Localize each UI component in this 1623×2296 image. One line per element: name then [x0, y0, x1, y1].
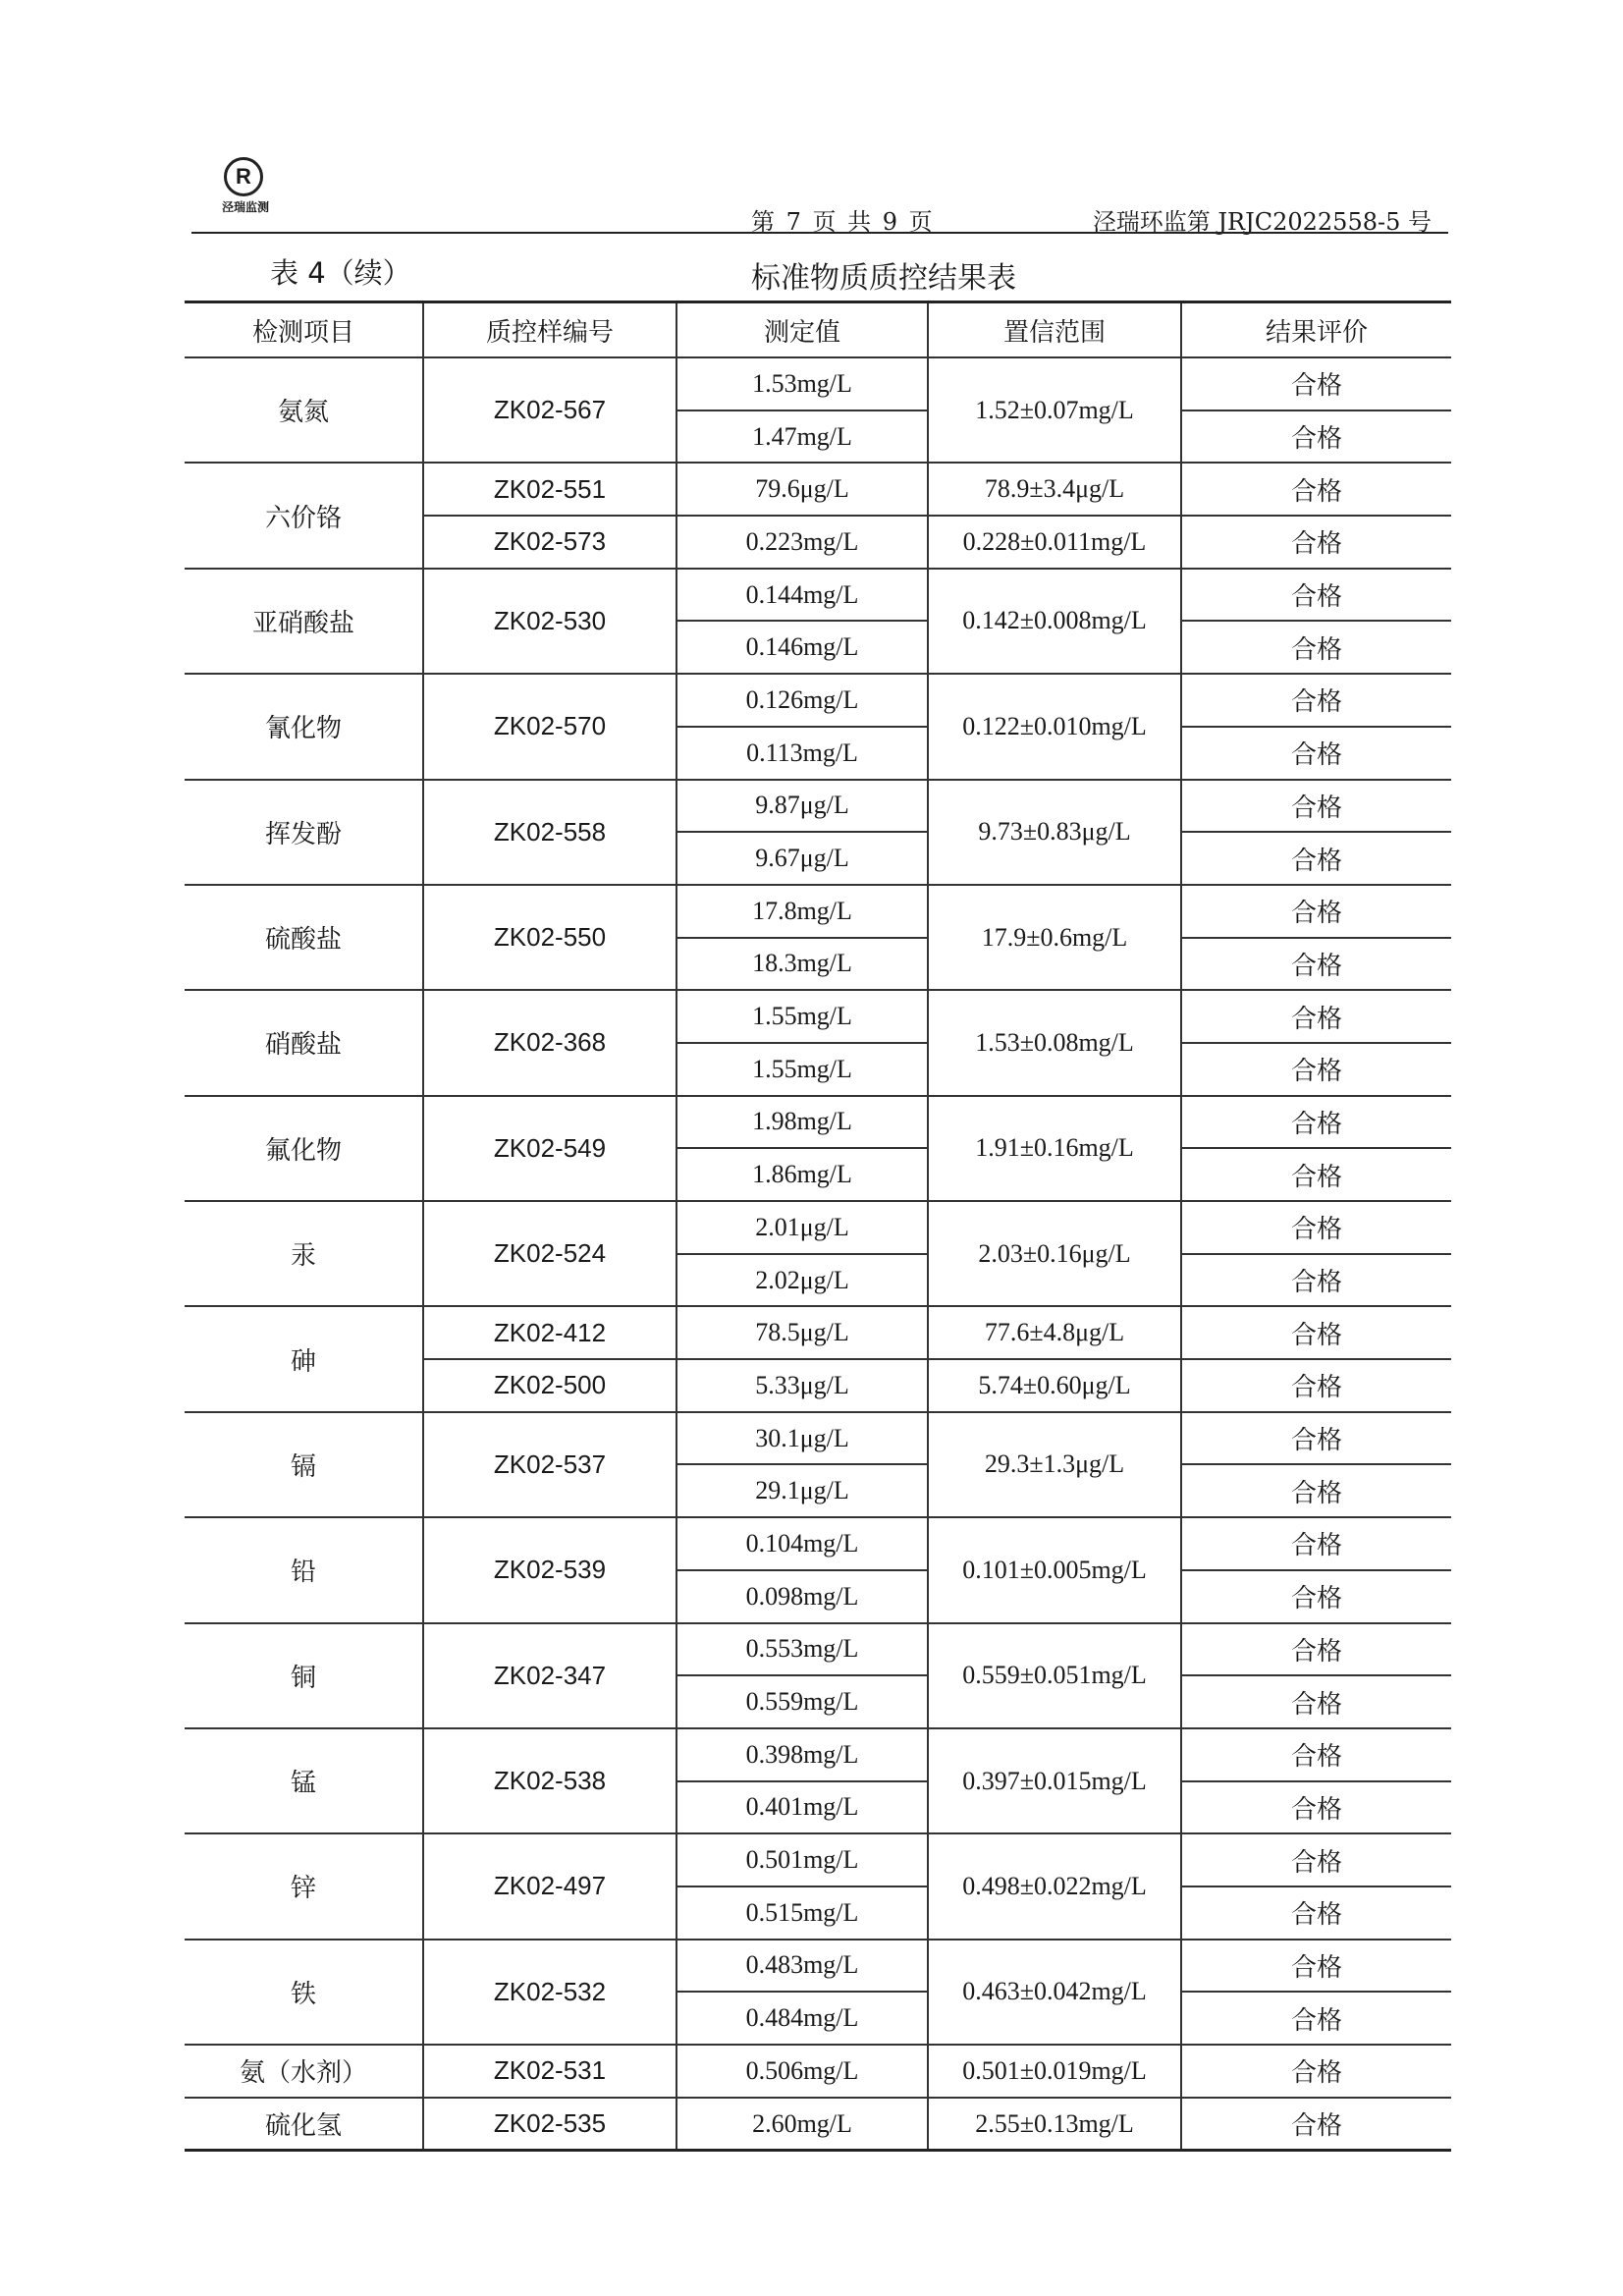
confidence-range: 2.03±0.16μg/L: [928, 1201, 1181, 1306]
result-evaluation: 合格: [1181, 1201, 1451, 1254]
test-item: 汞: [185, 1201, 423, 1306]
result-evaluation: 合格: [1181, 1992, 1451, 2045]
table-row: [185, 1940, 1451, 1993]
qc-sample-code: ZK02-347: [423, 1623, 676, 1728]
confidence-range: 2.55±0.13mg/L: [928, 2098, 1181, 2151]
qc-sample-code: ZK02-500: [423, 1359, 676, 1412]
result-evaluation: 合格: [1181, 1517, 1451, 1570]
measured-value: 9.87μg/L: [676, 780, 928, 833]
test-item: 亚硝酸盐: [185, 569, 423, 674]
measured-value: 1.86mg/L: [676, 1148, 928, 1201]
test-item: 氨氮: [185, 357, 423, 463]
table-row: [185, 569, 1451, 622]
page-info: 第 7 页 共 9 页: [751, 208, 935, 236]
confidence-range: 0.122±0.010mg/L: [928, 674, 1181, 779]
measured-value: 5.33μg/L: [676, 1359, 928, 1412]
result-evaluation: 合格: [1181, 1096, 1451, 1149]
test-item: 挥发酚: [185, 780, 423, 885]
table-header-row: [185, 302, 1451, 358]
result-evaluation: 合格: [1181, 832, 1451, 885]
result-evaluation: 合格: [1181, 357, 1451, 410]
measured-value: 0.104mg/L: [676, 1517, 928, 1570]
qc-sample-code: ZK02-368: [423, 990, 676, 1095]
measured-value: 0.144mg/L: [676, 569, 928, 622]
confidence-range: 0.498±0.022mg/L: [928, 1833, 1181, 1939]
measured-value: 0.146mg/L: [676, 621, 928, 674]
result-evaluation: 合格: [1181, 2098, 1451, 2151]
column-header: 检测项目: [185, 302, 423, 358]
qc-sample-code: ZK02-573: [423, 516, 676, 569]
logo-mark: R: [224, 157, 263, 196]
qc-sample-code: ZK02-538: [423, 1728, 676, 1833]
qc-results-table: [185, 301, 1451, 2152]
column-header: 结果评价: [1181, 302, 1451, 358]
measured-value: 0.126mg/L: [676, 674, 928, 727]
table-row: [185, 463, 1451, 516]
test-item: 硫化氢: [185, 2098, 423, 2151]
measured-value: 2.01μg/L: [676, 1201, 928, 1254]
confidence-range: 0.228±0.011mg/L: [928, 516, 1181, 569]
measured-value: 1.55mg/L: [676, 1043, 928, 1096]
measured-value: 1.55mg/L: [676, 990, 928, 1043]
result-evaluation: 合格: [1181, 1464, 1451, 1517]
result-evaluation: 合格: [1181, 1412, 1451, 1465]
header-divider: [191, 232, 1448, 234]
column-header: 测定值: [676, 302, 928, 358]
result-evaluation: 合格: [1181, 674, 1451, 727]
result-evaluation: 合格: [1181, 1570, 1451, 1623]
qc-sample-code: ZK02-497: [423, 1833, 676, 1939]
qc-sample-code: ZK02-549: [423, 1096, 676, 1201]
table-row: [185, 357, 1451, 410]
table-row: [185, 885, 1451, 938]
qc-sample-code: ZK02-412: [423, 1306, 676, 1359]
qc-sample-code: ZK02-530: [423, 569, 676, 674]
table-row: [185, 780, 1451, 833]
test-item: 铜: [185, 1623, 423, 1728]
confidence-range: 0.397±0.015mg/L: [928, 1728, 1181, 1833]
result-evaluation: 合格: [1181, 516, 1451, 569]
measured-value: 29.1μg/L: [676, 1464, 928, 1517]
table-row: [185, 1096, 1451, 1149]
qc-sample-code: ZK02-535: [423, 2098, 676, 2151]
confidence-range: 0.101±0.005mg/L: [928, 1517, 1181, 1622]
table-row: [185, 990, 1451, 1043]
measured-value: 17.8mg/L: [676, 885, 928, 938]
measured-value: 0.559mg/L: [676, 1675, 928, 1728]
result-evaluation: 合格: [1181, 1623, 1451, 1676]
table-row: [185, 1201, 1451, 1254]
result-evaluation: 合格: [1181, 1728, 1451, 1781]
confidence-range: 77.6±4.8μg/L: [928, 1306, 1181, 1359]
measured-value: 78.5μg/L: [676, 1306, 928, 1359]
qc-sample-code: ZK02-524: [423, 1201, 676, 1306]
qc-sample-code: ZK02-531: [423, 2045, 676, 2098]
result-evaluation: 合格: [1181, 569, 1451, 622]
table-row: [185, 1623, 1451, 1676]
test-item: 氰化物: [185, 674, 423, 779]
test-item: 硝酸盐: [185, 990, 423, 1095]
result-evaluation: 合格: [1181, 1886, 1451, 1940]
confidence-range: 29.3±1.3μg/L: [928, 1412, 1181, 1517]
measured-value: 0.223mg/L: [676, 516, 928, 569]
table-label: 表 4（续）: [270, 256, 411, 290]
table-row: [185, 2098, 1451, 2151]
qc-sample-code: ZK02-567: [423, 357, 676, 463]
result-evaluation: 合格: [1181, 2045, 1451, 2098]
confidence-range: 1.91±0.16mg/L: [928, 1096, 1181, 1201]
result-evaluation: 合格: [1181, 1254, 1451, 1307]
confidence-range: 17.9±0.6mg/L: [928, 885, 1181, 990]
table-title: 标准物质质控结果表: [751, 261, 1016, 296]
qc-sample-code: ZK02-537: [423, 1412, 676, 1517]
table-row: [185, 2045, 1451, 2098]
result-evaluation: 合格: [1181, 1940, 1451, 1993]
result-evaluation: 合格: [1181, 1833, 1451, 1886]
result-evaluation: 合格: [1181, 780, 1451, 833]
measured-value: 2.60mg/L: [676, 2098, 928, 2151]
qc-sample-code: ZK02-551: [423, 463, 676, 516]
confidence-range: 5.74±0.60μg/L: [928, 1359, 1181, 1412]
confidence-range: 9.73±0.83μg/L: [928, 780, 1181, 885]
qc-sample-code: ZK02-550: [423, 885, 676, 990]
test-item: 锌: [185, 1833, 423, 1939]
measured-value: 0.398mg/L: [676, 1728, 928, 1781]
measured-value: 2.02μg/L: [676, 1254, 928, 1307]
measured-value: 0.401mg/L: [676, 1781, 928, 1834]
report-number: 泾瑞环监第 JRJC2022558-5 号: [1092, 208, 1432, 236]
test-item: 硫酸盐: [185, 885, 423, 990]
test-item: 锰: [185, 1728, 423, 1833]
measured-value: 1.53mg/L: [676, 357, 928, 410]
confidence-range: 1.53±0.08mg/L: [928, 990, 1181, 1095]
measured-value: 0.098mg/L: [676, 1570, 928, 1623]
result-evaluation: 合格: [1181, 1675, 1451, 1728]
measured-value: 30.1μg/L: [676, 1412, 928, 1465]
result-evaluation: 合格: [1181, 885, 1451, 938]
result-evaluation: 合格: [1181, 621, 1451, 674]
confidence-range: 0.501±0.019mg/L: [928, 2045, 1181, 2098]
table-row: [185, 1833, 1451, 1886]
test-item: 氟化物: [185, 1096, 423, 1201]
table-row: [185, 1412, 1451, 1465]
result-evaluation: 合格: [1181, 990, 1451, 1043]
test-item: 铅: [185, 1517, 423, 1622]
table-row: [185, 1306, 1451, 1359]
measured-value: 0.501mg/L: [676, 1833, 928, 1886]
confidence-range: 0.463±0.042mg/L: [928, 1940, 1181, 2045]
qc-sample-code: ZK02-532: [423, 1940, 676, 2045]
column-header: 置信范围: [928, 302, 1181, 358]
measured-value: 0.113mg/L: [676, 727, 928, 780]
result-evaluation: 合格: [1181, 1359, 1451, 1412]
result-evaluation: 合格: [1181, 938, 1451, 991]
table-body: [185, 357, 1451, 2151]
result-evaluation: 合格: [1181, 410, 1451, 464]
result-evaluation: 合格: [1181, 1306, 1451, 1359]
measured-value: 0.506mg/L: [676, 2045, 928, 2098]
test-item: 砷: [185, 1306, 423, 1411]
test-item: 铁: [185, 1940, 423, 2045]
confidence-range: 1.52±0.07mg/L: [928, 357, 1181, 463]
table-row: [185, 1517, 1451, 1570]
measured-value: 18.3mg/L: [676, 938, 928, 991]
qc-sample-code: ZK02-558: [423, 780, 676, 885]
measured-value: 9.67μg/L: [676, 832, 928, 885]
measured-value: 1.47mg/L: [676, 410, 928, 464]
result-evaluation: 合格: [1181, 1781, 1451, 1834]
result-evaluation: 合格: [1181, 727, 1451, 780]
measured-value: 0.553mg/L: [676, 1623, 928, 1676]
qc-sample-code: ZK02-570: [423, 674, 676, 779]
measured-value: 1.98mg/L: [676, 1096, 928, 1149]
result-evaluation: 合格: [1181, 1148, 1451, 1201]
company-logo: [214, 157, 277, 216]
measured-value: 0.484mg/L: [676, 1992, 928, 2045]
confidence-range: 0.142±0.008mg/L: [928, 569, 1181, 674]
column-header: 质控样编号: [423, 302, 676, 358]
measured-value: 79.6μg/L: [676, 463, 928, 516]
confidence-range: 0.559±0.051mg/L: [928, 1623, 1181, 1728]
test-item: 六价铬: [185, 463, 423, 568]
result-evaluation: 合格: [1181, 463, 1451, 516]
logo-text: 泾瑞监测: [221, 200, 269, 214]
result-evaluation: 合格: [1181, 1043, 1451, 1096]
confidence-range: 78.9±3.4μg/L: [928, 463, 1181, 516]
table-row: [185, 1728, 1451, 1781]
test-item: 镉: [185, 1412, 423, 1517]
measured-value: 0.515mg/L: [676, 1886, 928, 1940]
table-row: [185, 674, 1451, 727]
measured-value: 0.483mg/L: [676, 1940, 928, 1993]
qc-sample-code: ZK02-539: [423, 1517, 676, 1622]
test-item: 氨（水剂）: [185, 2045, 423, 2098]
